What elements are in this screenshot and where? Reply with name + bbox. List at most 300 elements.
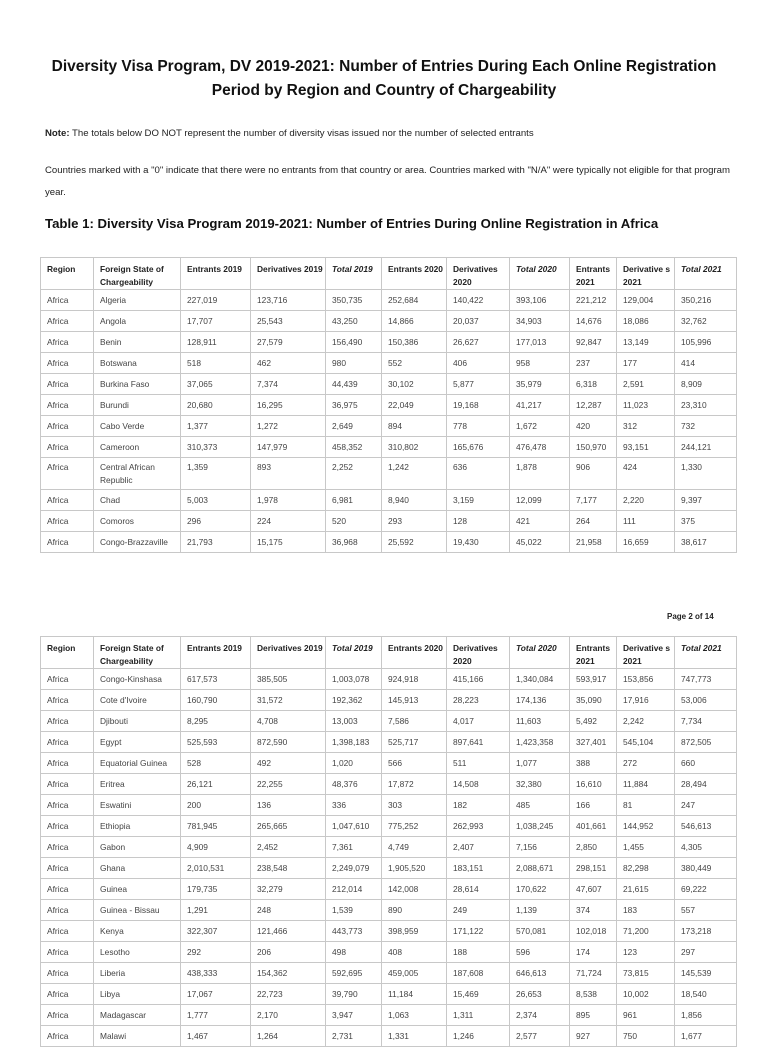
- value-cell: 296: [181, 511, 251, 532]
- value-cell: 528: [181, 753, 251, 774]
- value-cell: 247: [675, 795, 737, 816]
- value-cell: 25,543: [251, 311, 326, 332]
- value-cell: 212,014: [326, 879, 382, 900]
- region-cell: Africa: [41, 332, 94, 353]
- value-cell: 7,586: [382, 711, 447, 732]
- value-cell: 1,246: [447, 1026, 510, 1047]
- value-cell: 111: [617, 511, 675, 532]
- value-cell: 48,376: [326, 774, 382, 795]
- value-cell: 145,913: [382, 690, 447, 711]
- column-header: Derivatives 2019: [251, 258, 326, 290]
- column-header: Derivatives 2020: [447, 258, 510, 290]
- value-cell: 1,340,084: [510, 669, 570, 690]
- region-cell: Africa: [41, 732, 94, 753]
- value-cell: 12,099: [510, 490, 570, 511]
- value-cell: 123,716: [251, 290, 326, 311]
- table-row: [41, 690, 737, 711]
- column-header: Entrants 2021: [570, 258, 617, 290]
- value-cell: 26,627: [447, 332, 510, 353]
- region-cell: Africa: [41, 311, 94, 332]
- value-cell: 393,106: [510, 290, 570, 311]
- value-cell: 636: [447, 458, 510, 490]
- value-cell: 22,723: [251, 984, 326, 1005]
- table-row: [41, 963, 737, 984]
- value-cell: 1,677: [675, 1026, 737, 1047]
- column-header: Total 2021: [675, 637, 737, 669]
- value-cell: 2,170: [251, 1005, 326, 1026]
- country-cell: Burkina Faso: [94, 374, 181, 395]
- value-cell: 15,469: [447, 984, 510, 1005]
- value-cell: 660: [675, 753, 737, 774]
- value-cell: 71,724: [570, 963, 617, 984]
- value-cell: 980: [326, 353, 382, 374]
- value-cell: 1,359: [181, 458, 251, 490]
- value-cell: 140,422: [447, 290, 510, 311]
- value-cell: 224: [251, 511, 326, 532]
- region-cell: Africa: [41, 879, 94, 900]
- value-cell: 16,659: [617, 532, 675, 553]
- value-cell: 7,177: [570, 490, 617, 511]
- value-cell: 2,452: [251, 837, 326, 858]
- value-cell: 221,212: [570, 290, 617, 311]
- region-cell: Africa: [41, 1005, 94, 1026]
- value-cell: 895: [570, 1005, 617, 1026]
- value-cell: 897,641: [447, 732, 510, 753]
- table-body: [41, 669, 737, 1047]
- region-cell: Africa: [41, 963, 94, 984]
- country-cell: Central African Republic: [94, 458, 181, 490]
- value-cell: 7,156: [510, 837, 570, 858]
- region-cell: Africa: [41, 1026, 94, 1047]
- value-cell: 182: [447, 795, 510, 816]
- value-cell: 4,017: [447, 711, 510, 732]
- value-cell: 617,573: [181, 669, 251, 690]
- value-cell: 82,298: [617, 858, 675, 879]
- value-cell: 105,996: [675, 332, 737, 353]
- table-row: [41, 437, 737, 458]
- value-cell: 406: [447, 353, 510, 374]
- value-cell: 16,610: [570, 774, 617, 795]
- value-cell: 4,305: [675, 837, 737, 858]
- region-cell: Africa: [41, 669, 94, 690]
- value-cell: 18,540: [675, 984, 737, 1005]
- column-header: Entrants 2019: [181, 258, 251, 290]
- value-cell: 145,539: [675, 963, 737, 984]
- value-cell: 174: [570, 942, 617, 963]
- country-cell: Botswana: [94, 353, 181, 374]
- country-cell: Madagascar: [94, 1005, 181, 1026]
- value-cell: 36,975: [326, 395, 382, 416]
- value-cell: 310,802: [382, 437, 447, 458]
- value-cell: 1,856: [675, 1005, 737, 1026]
- country-cell: Libya: [94, 984, 181, 1005]
- value-cell: 1,038,245: [510, 816, 570, 837]
- value-cell: 732: [675, 416, 737, 437]
- value-cell: 2,591: [617, 374, 675, 395]
- value-cell: 424: [617, 458, 675, 490]
- value-cell: 566: [382, 753, 447, 774]
- table-row: [41, 669, 737, 690]
- region-cell: Africa: [41, 837, 94, 858]
- value-cell: 747,773: [675, 669, 737, 690]
- value-cell: 2,407: [447, 837, 510, 858]
- value-cell: 35,979: [510, 374, 570, 395]
- value-cell: 28,223: [447, 690, 510, 711]
- value-cell: 28,614: [447, 879, 510, 900]
- value-cell: 154,362: [251, 963, 326, 984]
- value-cell: 177,013: [510, 332, 570, 353]
- value-cell: 183,151: [447, 858, 510, 879]
- value-cell: 1,467: [181, 1026, 251, 1047]
- value-cell: 200: [181, 795, 251, 816]
- value-cell: 174,136: [510, 690, 570, 711]
- value-cell: 312: [617, 416, 675, 437]
- table-row: [41, 900, 737, 921]
- value-cell: 1,020: [326, 753, 382, 774]
- column-header: Derivative s 2021: [617, 637, 675, 669]
- value-cell: 336: [326, 795, 382, 816]
- value-cell: 2,088,671: [510, 858, 570, 879]
- value-cell: 421: [510, 511, 570, 532]
- value-cell: 375: [675, 511, 737, 532]
- africa-entries-table-page-1: [40, 257, 737, 553]
- table-row: [41, 532, 737, 553]
- value-cell: 415,166: [447, 669, 510, 690]
- column-header: Region: [41, 258, 94, 290]
- value-cell: 350,735: [326, 290, 382, 311]
- value-cell: 462: [251, 353, 326, 374]
- region-cell: Africa: [41, 690, 94, 711]
- value-cell: 894: [382, 416, 447, 437]
- value-cell: 374: [570, 900, 617, 921]
- value-cell: 1,878: [510, 458, 570, 490]
- value-cell: 262,993: [447, 816, 510, 837]
- value-cell: 142,008: [382, 879, 447, 900]
- value-cell: 1,539: [326, 900, 382, 921]
- value-cell: 7,374: [251, 374, 326, 395]
- value-cell: 238,548: [251, 858, 326, 879]
- region-cell: Africa: [41, 353, 94, 374]
- value-cell: 1,264: [251, 1026, 326, 1047]
- region-cell: Africa: [41, 511, 94, 532]
- country-cell: Congo-Brazzaville: [94, 532, 181, 553]
- value-cell: 1,398,183: [326, 732, 382, 753]
- value-cell: 81: [617, 795, 675, 816]
- table-row: [41, 837, 737, 858]
- document-title: Diversity Visa Program, DV 2019-2021: Number of Entries During Each Online Registration Period by Region and Country of Chargeability: [51, 58, 717, 99]
- country-cell: Kenya: [94, 921, 181, 942]
- value-cell: 192,362: [326, 690, 382, 711]
- value-cell: 34,903: [510, 311, 570, 332]
- region-cell: Africa: [41, 921, 94, 942]
- region-cell: Africa: [41, 290, 94, 311]
- country-cell: Burundi: [94, 395, 181, 416]
- value-cell: 4,909: [181, 837, 251, 858]
- table-row: [41, 511, 737, 532]
- table-row: [41, 774, 737, 795]
- value-cell: 252,684: [382, 290, 447, 311]
- value-cell: 13,003: [326, 711, 382, 732]
- column-header: Total 2020: [510, 258, 570, 290]
- value-cell: 22,255: [251, 774, 326, 795]
- value-cell: 30,102: [382, 374, 447, 395]
- value-cell: 750: [617, 1026, 675, 1047]
- value-cell: 297: [675, 942, 737, 963]
- note-label: Note:: [45, 128, 70, 139]
- value-cell: 293: [382, 511, 447, 532]
- value-cell: 15,175: [251, 532, 326, 553]
- value-cell: 13,149: [617, 332, 675, 353]
- value-cell: 244,121: [675, 437, 737, 458]
- value-cell: 27,579: [251, 332, 326, 353]
- value-cell: 1,077: [510, 753, 570, 774]
- region-cell: Africa: [41, 816, 94, 837]
- value-cell: 1,455: [617, 837, 675, 858]
- country-cell: Benin: [94, 332, 181, 353]
- table-row: [41, 795, 737, 816]
- value-cell: 5,003: [181, 490, 251, 511]
- value-cell: 303: [382, 795, 447, 816]
- value-cell: 350,216: [675, 290, 737, 311]
- value-cell: 11,884: [617, 774, 675, 795]
- country-cell: Algeria: [94, 290, 181, 311]
- table-row: [41, 858, 737, 879]
- column-header: Foreign State of Chargeability: [94, 637, 181, 669]
- value-cell: 17,707: [181, 311, 251, 332]
- region-cell: Africa: [41, 942, 94, 963]
- value-cell: 69,222: [675, 879, 737, 900]
- value-cell: 2,374: [510, 1005, 570, 1026]
- value-cell: 17,872: [382, 774, 447, 795]
- value-cell: 872,505: [675, 732, 737, 753]
- value-cell: 9,397: [675, 490, 737, 511]
- region-cell: Africa: [41, 416, 94, 437]
- value-cell: 458,352: [326, 437, 382, 458]
- region-cell: Africa: [41, 900, 94, 921]
- value-cell: 43,250: [326, 311, 382, 332]
- value-cell: 20,680: [181, 395, 251, 416]
- region-cell: Africa: [41, 532, 94, 553]
- value-cell: 173,218: [675, 921, 737, 942]
- value-cell: 156,490: [326, 332, 382, 353]
- value-cell: 1,777: [181, 1005, 251, 1026]
- column-header: Entrants 2019: [181, 637, 251, 669]
- value-cell: 443,773: [326, 921, 382, 942]
- value-cell: 12,287: [570, 395, 617, 416]
- column-header: Entrants 2020: [382, 258, 447, 290]
- value-cell: 420: [570, 416, 617, 437]
- value-cell: 511: [447, 753, 510, 774]
- region-cell: Africa: [41, 458, 94, 490]
- value-cell: 8,295: [181, 711, 251, 732]
- value-cell: 177: [617, 353, 675, 374]
- africa-entries-table-page-2: [40, 636, 737, 1047]
- region-cell: Africa: [41, 374, 94, 395]
- value-cell: 385,505: [251, 669, 326, 690]
- country-cell: Equatorial Guinea: [94, 753, 181, 774]
- value-cell: 958: [510, 353, 570, 374]
- value-cell: 18,086: [617, 311, 675, 332]
- value-cell: 188: [447, 942, 510, 963]
- value-cell: 545,104: [617, 732, 675, 753]
- table-row: [41, 711, 737, 732]
- column-header: Derivative s 2021: [617, 258, 675, 290]
- value-cell: 53,006: [675, 690, 737, 711]
- table-header-row: [41, 637, 737, 669]
- region-cell: Africa: [41, 395, 94, 416]
- value-cell: 310,373: [181, 437, 251, 458]
- country-cell: Cabo Verde: [94, 416, 181, 437]
- value-cell: 438,333: [181, 963, 251, 984]
- value-cell: 2,220: [617, 490, 675, 511]
- value-cell: 781,945: [181, 816, 251, 837]
- value-cell: 398,959: [382, 921, 447, 942]
- value-cell: 459,005: [382, 963, 447, 984]
- country-cell: Djibouti: [94, 711, 181, 732]
- value-cell: 520: [326, 511, 382, 532]
- value-cell: 1,047,610: [326, 816, 382, 837]
- value-cell: 128,911: [181, 332, 251, 353]
- value-cell: 25,592: [382, 532, 447, 553]
- value-cell: 872,590: [251, 732, 326, 753]
- value-cell: 11,184: [382, 984, 447, 1005]
- table-row: [41, 490, 737, 511]
- table-row: [41, 942, 737, 963]
- value-cell: 1,291: [181, 900, 251, 921]
- table-row: [41, 1005, 737, 1026]
- value-cell: 546,613: [675, 816, 737, 837]
- table-header-row: [41, 258, 737, 290]
- value-cell: 552: [382, 353, 447, 374]
- table-row: [41, 332, 737, 353]
- value-cell: 123: [617, 942, 675, 963]
- table-row: [41, 984, 737, 1005]
- note: [45, 128, 534, 139]
- value-cell: 237: [570, 353, 617, 374]
- value-cell: 265,665: [251, 816, 326, 837]
- value-cell: 102,018: [570, 921, 617, 942]
- value-cell: 5,877: [447, 374, 510, 395]
- column-header: Entrants 2021: [570, 637, 617, 669]
- table-row: [41, 879, 737, 900]
- value-cell: 2,649: [326, 416, 382, 437]
- value-cell: 171,122: [447, 921, 510, 942]
- region-cell: Africa: [41, 984, 94, 1005]
- value-cell: 7,734: [675, 711, 737, 732]
- value-cell: 26,121: [181, 774, 251, 795]
- value-cell: 778: [447, 416, 510, 437]
- value-cell: 37,065: [181, 374, 251, 395]
- value-cell: 485: [510, 795, 570, 816]
- column-header: Region: [41, 637, 94, 669]
- value-cell: 596: [510, 942, 570, 963]
- column-header: Entrants 2020: [382, 637, 447, 669]
- value-cell: 2,010,531: [181, 858, 251, 879]
- value-cell: 1,423,358: [510, 732, 570, 753]
- table-row: [41, 311, 737, 332]
- value-cell: 16,295: [251, 395, 326, 416]
- column-header: Derivatives 2020: [447, 637, 510, 669]
- table-row: [41, 816, 737, 837]
- country-cell: Eritrea: [94, 774, 181, 795]
- value-cell: 1,311: [447, 1005, 510, 1026]
- value-cell: 557: [675, 900, 737, 921]
- value-cell: 327,401: [570, 732, 617, 753]
- value-cell: 2,731: [326, 1026, 382, 1047]
- value-cell: 73,815: [617, 963, 675, 984]
- value-cell: 380,449: [675, 858, 737, 879]
- value-cell: 26,653: [510, 984, 570, 1005]
- value-cell: 21,615: [617, 879, 675, 900]
- value-cell: 1,063: [382, 1005, 447, 1026]
- value-cell: 44,439: [326, 374, 382, 395]
- value-cell: 19,430: [447, 532, 510, 553]
- value-cell: 408: [382, 942, 447, 963]
- value-cell: 165,676: [447, 437, 510, 458]
- value-cell: 924,918: [382, 669, 447, 690]
- value-cell: 14,508: [447, 774, 510, 795]
- page-number: Page 2 of 14: [667, 612, 714, 621]
- value-cell: 20,037: [447, 311, 510, 332]
- table-row: [41, 353, 737, 374]
- value-cell: 47,607: [570, 879, 617, 900]
- table-row: [41, 290, 737, 311]
- value-cell: 525,717: [382, 732, 447, 753]
- country-cell: Guinea - Bissau: [94, 900, 181, 921]
- value-cell: 183: [617, 900, 675, 921]
- value-cell: 1,003,078: [326, 669, 382, 690]
- country-cell: Liberia: [94, 963, 181, 984]
- value-cell: 187,608: [447, 963, 510, 984]
- value-cell: 1,330: [675, 458, 737, 490]
- value-cell: 21,958: [570, 532, 617, 553]
- value-cell: 23,310: [675, 395, 737, 416]
- value-cell: 206: [251, 942, 326, 963]
- value-cell: 2,850: [570, 837, 617, 858]
- column-header: Total 2020: [510, 637, 570, 669]
- value-cell: 272: [617, 753, 675, 774]
- value-cell: 1,978: [251, 490, 326, 511]
- value-cell: 2,249,079: [326, 858, 382, 879]
- value-cell: 19,168: [447, 395, 510, 416]
- country-cell: Comoros: [94, 511, 181, 532]
- country-cell: Chad: [94, 490, 181, 511]
- value-cell: 11,023: [617, 395, 675, 416]
- table-row: [41, 1026, 737, 1047]
- region-cell: Africa: [41, 795, 94, 816]
- value-cell: 492: [251, 753, 326, 774]
- value-cell: 961: [617, 1005, 675, 1026]
- column-header: Total 2019: [326, 637, 382, 669]
- value-cell: 170,622: [510, 879, 570, 900]
- value-cell: 36,968: [326, 532, 382, 553]
- value-cell: 906: [570, 458, 617, 490]
- value-cell: 136: [251, 795, 326, 816]
- table-row: [41, 374, 737, 395]
- country-cell: Angola: [94, 311, 181, 332]
- value-cell: 32,762: [675, 311, 737, 332]
- region-cell: Africa: [41, 753, 94, 774]
- value-cell: 21,793: [181, 532, 251, 553]
- value-cell: 592,695: [326, 963, 382, 984]
- value-cell: 4,708: [251, 711, 326, 732]
- value-cell: 14,676: [570, 311, 617, 332]
- value-cell: 39,790: [326, 984, 382, 1005]
- value-cell: 32,380: [510, 774, 570, 795]
- value-cell: 17,916: [617, 690, 675, 711]
- value-cell: 7,361: [326, 837, 382, 858]
- country-cell: Cote d'Ivoire: [94, 690, 181, 711]
